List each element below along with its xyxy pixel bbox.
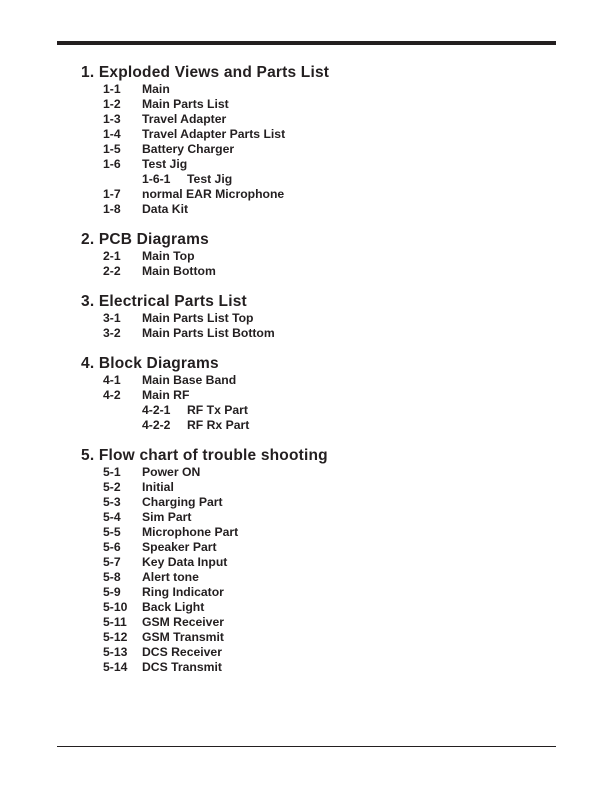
item-label: GSM Transmit [142, 630, 224, 644]
toc-section-5 [81, 446, 551, 675]
toc-section-1 [81, 63, 551, 217]
item-label: Main Parts List Bottom [142, 326, 275, 340]
toc-item[interactable] [81, 157, 551, 172]
toc-item[interactable] [81, 142, 551, 157]
item-label: Main Parts List Top [142, 311, 254, 325]
item-number: 5-8 [103, 570, 121, 584]
item-number: 2-2 [103, 264, 121, 278]
toc-item[interactable] [81, 660, 551, 675]
item-label: Power ON [142, 465, 201, 479]
item-label: normal EAR Microphone [142, 187, 285, 201]
item-number: 1-8 [103, 202, 121, 216]
toc-item[interactable] [81, 630, 551, 645]
item-label: Travel Adapter [142, 112, 227, 126]
section-title[interactable]: 3. Electrical Parts List [81, 293, 247, 310]
toc-item[interactable] [81, 326, 551, 341]
item-number: 1-3 [103, 112, 121, 126]
item-number: 5-14 [103, 660, 128, 674]
item-label: Speaker Part [142, 540, 217, 554]
toc-item[interactable] [81, 249, 551, 264]
toc-item[interactable] [81, 480, 551, 495]
top-rule [57, 41, 556, 45]
item-label: Data Kit [142, 202, 189, 216]
toc-item[interactable] [81, 510, 551, 525]
item-label: Battery Charger [142, 142, 235, 156]
toc-item[interactable] [81, 264, 551, 279]
toc-section-4 [81, 354, 551, 433]
item-number: 5-13 [103, 645, 128, 659]
toc-item[interactable] [81, 585, 551, 600]
section-title[interactable]: 2. PCB Diagrams [81, 231, 209, 248]
item-number: 5-3 [103, 495, 121, 509]
item-number: 5-12 [103, 630, 128, 644]
item-label: Alert tone [142, 570, 199, 584]
item-number: 2-1 [103, 249, 121, 263]
item-number: 5-9 [103, 585, 121, 599]
item-label: Main Top [142, 249, 195, 263]
item-number: 1-6-1 [142, 172, 171, 186]
toc-item[interactable] [81, 373, 551, 388]
toc-item[interactable] [81, 570, 551, 585]
item-label: Main [142, 82, 170, 96]
toc-item[interactable] [81, 600, 551, 615]
item-number: 3-1 [103, 311, 121, 325]
item-label: DCS Receiver [142, 645, 222, 659]
item-label: Key Data Input [142, 555, 228, 569]
item-label: Main Bottom [142, 264, 216, 278]
item-number: 1-6 [103, 157, 121, 171]
item-label: Back Light [142, 600, 205, 614]
toc-section-2 [81, 230, 551, 279]
item-number: 5-4 [103, 510, 121, 524]
bottom-rule [57, 746, 556, 747]
toc-subitem[interactable] [81, 172, 551, 187]
toc-item[interactable] [81, 645, 551, 660]
item-label: Microphone Part [142, 525, 239, 539]
toc-item[interactable] [81, 615, 551, 630]
item-number: 3-2 [103, 326, 121, 340]
toc-subitem[interactable] [81, 403, 551, 418]
item-number: 4-2-2 [142, 418, 171, 432]
item-number: 1-7 [103, 187, 121, 201]
toc-item[interactable] [81, 202, 551, 217]
item-label: RF Tx Part [187, 403, 248, 417]
item-label: DCS Transmit [142, 660, 222, 674]
item-label: Sim Part [142, 510, 192, 524]
item-number: 5-1 [103, 465, 121, 479]
item-number: 5-10 [103, 600, 128, 614]
item-number: 5-7 [103, 555, 121, 569]
table-of-contents [81, 63, 551, 675]
section-title[interactable]: 1. Exploded Views and Parts List [81, 64, 330, 81]
toc-subitem[interactable] [81, 418, 551, 433]
item-number: 4-2 [103, 388, 121, 402]
section-title[interactable]: 4. Block Diagrams [81, 355, 219, 372]
toc-item[interactable] [81, 127, 551, 142]
item-number: 1-1 [103, 82, 121, 96]
item-number: 5-5 [103, 525, 121, 539]
toc-item[interactable] [81, 555, 551, 570]
item-number: 1-2 [103, 97, 121, 111]
item-number: 1-5 [103, 142, 121, 156]
item-label: Initial [142, 480, 174, 494]
item-label: Travel Adapter Parts List [142, 127, 286, 141]
item-label: GSM Receiver [142, 615, 224, 629]
toc-item[interactable] [81, 388, 551, 403]
toc-section-3 [81, 292, 551, 341]
item-number: 5-2 [103, 480, 121, 494]
item-number: 5-6 [103, 540, 121, 554]
toc-item[interactable] [81, 465, 551, 480]
item-label: Main Parts List [142, 97, 229, 111]
item-label: Test Jig [142, 157, 188, 171]
toc-item[interactable] [81, 82, 551, 97]
toc-item[interactable] [81, 525, 551, 540]
item-label: Ring Indicator [142, 585, 224, 599]
item-number: 4-1 [103, 373, 121, 387]
item-number: 4-2-1 [142, 403, 171, 417]
item-label: Charging Part [142, 495, 223, 509]
toc-item[interactable] [81, 495, 551, 510]
toc-item[interactable] [81, 97, 551, 112]
item-number: 5-11 [103, 615, 127, 629]
item-label: Main RF [142, 388, 190, 402]
item-label: Main Base Band [142, 373, 237, 387]
item-label: Test Jig [187, 172, 233, 186]
section-title[interactable]: 5. Flow chart of trouble shooting [81, 447, 328, 464]
toc-item[interactable] [81, 540, 551, 555]
toc-item[interactable] [81, 311, 551, 326]
item-label: RF Rx Part [187, 418, 250, 432]
item-number: 1-4 [103, 127, 121, 141]
toc-item[interactable] [81, 112, 551, 127]
toc-item[interactable] [81, 187, 551, 202]
